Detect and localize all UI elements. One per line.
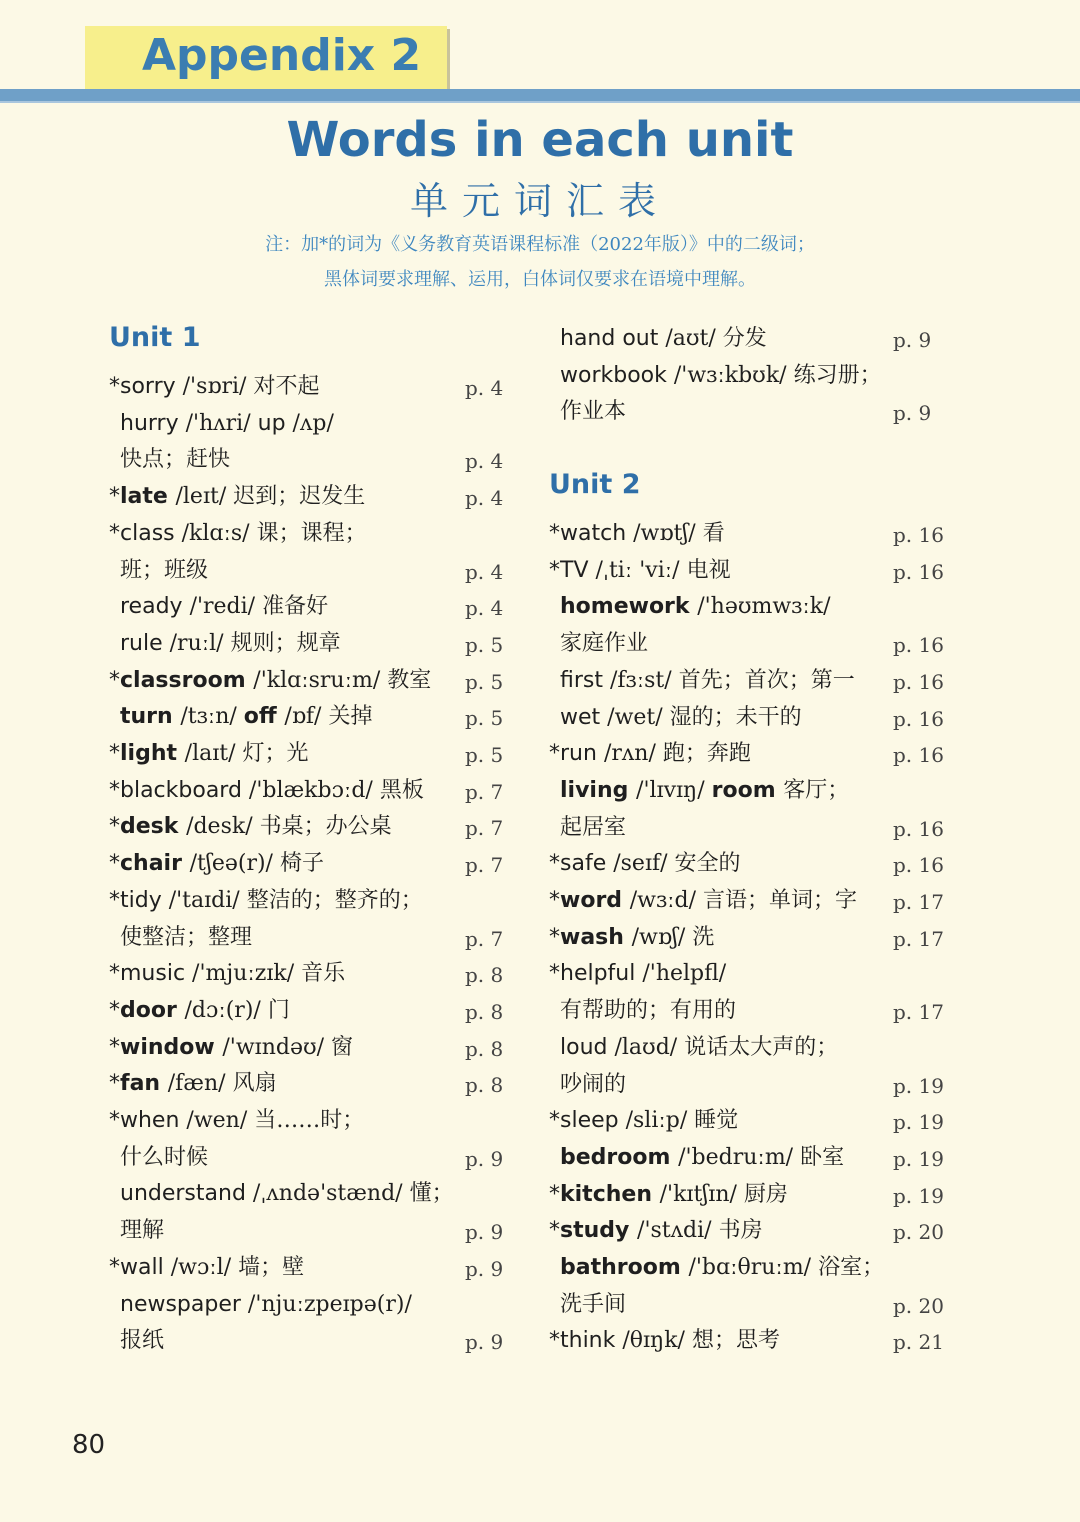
page-reference: p. 17 (893, 890, 944, 914)
headword: turn (120, 704, 181, 730)
headword: * (549, 888, 560, 913)
headword: kitchen (560, 1181, 660, 1207)
page-reference: p. 16 (893, 559, 944, 584)
page-reference: p. 7 (465, 853, 504, 878)
headword: bathroom (560, 1255, 689, 1280)
phonetic: /dɔː(r)/ (184, 997, 268, 1023)
headword: *when (109, 1108, 187, 1133)
phonetic: /tʃeə(r)/ (189, 851, 280, 877)
phonetic: /'klɑːsruːm/ (253, 667, 388, 693)
headword: * (109, 1034, 120, 1060)
page-reference: p. 16 (893, 853, 944, 878)
headword: bedroom (560, 1144, 679, 1170)
chinese-meaning: 使整洁；整理 (120, 924, 253, 950)
headword: *think (549, 1328, 623, 1354)
page-reference: p. 8 (465, 963, 504, 988)
page-reference: p. 9 (465, 1256, 504, 1281)
headword: hand out (560, 326, 666, 351)
page-reference: p. 5 (465, 669, 504, 694)
vocab-entry (549, 810, 626, 846)
vocab-entry (109, 1103, 364, 1139)
chinese-meaning: 作业本 (560, 399, 627, 425)
chinese-meaning: 书桌；办公桌 (259, 814, 392, 840)
chinese-meaning: 卧室 (800, 1144, 845, 1170)
phonetic: /klɑːs/ (181, 520, 257, 546)
phonetic: /ˌʌndə'stænd/ (252, 1181, 410, 1207)
chinese-meaning: 理解 (120, 1218, 165, 1244)
phonetic: /'njuːzpeɪpə(r)/ (247, 1291, 412, 1317)
vocab-entry (109, 516, 367, 552)
phonetic: /wɒʃ/ (631, 924, 693, 950)
phonetic: /'bedruːm/ (678, 1144, 801, 1170)
headword: classroom (120, 667, 254, 693)
page-reference: p. 8 (465, 999, 504, 1024)
headword: door (120, 997, 185, 1023)
vocab-entry (109, 956, 345, 992)
header-rule-inner (0, 101, 1080, 103)
headword: rule (120, 630, 170, 656)
page-reference: p. 16 (893, 633, 944, 658)
page-reference: p. 16 (893, 743, 944, 768)
chinese-meaning: 分发 (722, 326, 767, 351)
phonetic: /ruːl/ (169, 630, 231, 656)
phonetic: /'kɪtʃɪn/ (659, 1181, 744, 1207)
chinese-meaning: 教室 (387, 667, 432, 693)
phonetic: /fæn/ (167, 1071, 233, 1097)
vocab-entry (549, 993, 736, 1029)
chinese-meaning: 课；课程； (256, 520, 367, 546)
vocab-entry (549, 321, 767, 357)
chinese-meaning: 想；思考 (691, 1328, 780, 1354)
phonetic: /aʊt/ (665, 326, 723, 351)
vocab-entry (109, 920, 252, 956)
page-subtitle: 单元词汇表 (409, 179, 670, 223)
chinese-meaning: 对不起 (253, 374, 320, 399)
vocab-entry (109, 1140, 208, 1176)
vocab-entry (109, 369, 319, 405)
page-reference: p. 16 (893, 523, 944, 547)
vocab-entry (109, 993, 290, 1029)
vocab-entry (549, 1140, 844, 1176)
page-number: 80 (72, 1430, 106, 1460)
page-reference: p. 21 (893, 1330, 944, 1355)
headword: *TV (549, 557, 596, 583)
chinese-meaning: 起居室 (560, 814, 627, 840)
page-reference: p. 7 (465, 926, 504, 951)
headword: *safe (549, 851, 614, 877)
page-reference: p. 20 (893, 1220, 944, 1245)
headword: room (711, 777, 784, 803)
headword: fan (120, 1071, 168, 1097)
vocab-entry (549, 736, 751, 772)
headword: *watch (549, 521, 634, 546)
headword: wash (560, 924, 632, 950)
vocab-entry (109, 736, 309, 772)
vocab-entry (109, 479, 365, 515)
phonetic: /'wɜːkbʊk/ (673, 362, 794, 388)
chinese-meaning: 吵闹的 (560, 1071, 627, 1097)
vocab-entry (549, 1177, 788, 1213)
headword: *blackboard (109, 777, 249, 803)
page-reference: p. 17 (893, 926, 944, 951)
headword: * (549, 1218, 560, 1244)
vocab-entry (109, 589, 328, 625)
headword: *run (549, 741, 604, 767)
headword: * (109, 1071, 120, 1097)
phonetic: /'həʊmwɜːk/ (697, 594, 831, 620)
page-reference: p. 7 (465, 779, 504, 804)
chinese-meaning: 浴室； (818, 1255, 885, 1280)
note-line-2: 黑体词要求理解、运用，白体词仅要求在语境中理解。 (324, 269, 756, 290)
note-line-1: 注：加*的词为《义务教育英语课程标准（2022年版）》中的二级词； (265, 234, 815, 255)
phonetic: /tɜːn/ (180, 704, 244, 730)
page-reference: p. 19 (893, 1146, 944, 1171)
chinese-meaning: 书房 (718, 1218, 763, 1244)
headword: * (109, 484, 120, 510)
vocab-entry (109, 626, 341, 662)
vocab-entry (549, 516, 725, 552)
phonetic: /laʊd/ (614, 1034, 685, 1060)
vocab-entry (549, 1323, 780, 1359)
chinese-meaning: 黑板 (379, 777, 424, 803)
vocab-entry (109, 1323, 164, 1359)
phonetic: /wɒtʃ/ (633, 521, 703, 546)
chinese-meaning: 报纸 (120, 1328, 165, 1354)
chinese-meaning: 家庭作业 (560, 631, 649, 657)
phonetic: /'helpfl/ (642, 961, 727, 987)
vocab-entry (549, 394, 626, 430)
headword: window (120, 1034, 223, 1060)
vocab-entry (549, 846, 741, 882)
headword: loud (560, 1034, 615, 1060)
vocab-entry (109, 773, 424, 809)
vocab-entry (549, 663, 855, 699)
vocab-entry (109, 1213, 164, 1249)
vocab-entry (109, 1250, 304, 1286)
phonetic: /rʌn/ (603, 741, 663, 767)
page-reference: p. 16 (893, 816, 944, 841)
chinese-meaning: 快点；赶快 (120, 447, 231, 473)
headword: newspaper (120, 1291, 248, 1317)
vocab-entry (109, 406, 334, 442)
headword: * (109, 814, 120, 840)
vocab-entry (109, 1030, 353, 1066)
page-reference: p. 8 (465, 1036, 504, 1061)
chinese-meaning: 风扇 (232, 1071, 277, 1097)
phonetic: /laɪt/ (184, 741, 243, 766)
chinese-meaning: 洗手间 (560, 1291, 627, 1317)
phonetic: /ɒf/ (284, 704, 329, 730)
headword: * (109, 851, 120, 877)
chinese-meaning: 灯；光 (242, 741, 309, 766)
phonetic: /wɔːl/ (170, 1254, 239, 1280)
headword: * (109, 741, 120, 766)
chinese-meaning: 懂； (409, 1181, 454, 1207)
chinese-meaning: 音乐 (301, 961, 346, 987)
phonetic: /'redi/ (189, 594, 263, 620)
phonetic: /'sɒri/ (182, 374, 254, 399)
vocab-entry (549, 773, 849, 809)
page-reference: p. 16 (893, 669, 944, 694)
page-reference: p. 5 (465, 632, 504, 657)
chinese-meaning: 关掉 (328, 704, 373, 730)
headword: *music (109, 961, 193, 987)
headword: light (120, 741, 185, 766)
chinese-meaning: 跑；奔跑 (662, 741, 751, 767)
page-reference: p. 17 (893, 1000, 944, 1025)
phonetic: /'bɑːθruːm/ (688, 1255, 819, 1280)
page-reference: p. 19 (893, 1110, 944, 1135)
page-reference: p. 9 (465, 1146, 504, 1171)
vocab-entry (109, 553, 208, 589)
headword: homework (560, 594, 698, 620)
headword: * (549, 1181, 560, 1207)
phonetic: /ʌp/ (292, 410, 334, 436)
headword: * (109, 667, 120, 693)
vocab-entry (549, 1250, 884, 1286)
headword: *tidy (109, 887, 169, 913)
phonetic: /ˌtiː 'viː/ (595, 557, 687, 583)
page-reference: p. 4 (465, 559, 504, 584)
headword: *helpful (549, 961, 643, 987)
headword: hurry (120, 410, 186, 436)
page-reference: p. 5 (465, 743, 504, 767)
chinese-meaning: 准备好 (262, 594, 329, 620)
vocab-entry (109, 663, 431, 699)
headword: * (549, 924, 560, 950)
page-reference: p. 9 (465, 1330, 504, 1355)
chinese-meaning: 首先；首次；第一 (678, 667, 855, 693)
headword: understand (120, 1181, 253, 1207)
page-reference: p. 9 (465, 1220, 504, 1245)
chinese-meaning: 整洁的；整齐的； (246, 887, 423, 913)
phonetic: /'blækbɔːd/ (248, 777, 380, 803)
phonetic: /fɜːst/ (609, 667, 679, 693)
page-title: Words in each unit (286, 112, 794, 168)
headword: *sleep (549, 1108, 626, 1134)
appendix-label: Appendix 2 (142, 30, 422, 81)
phonetic: /desk/ (186, 814, 260, 840)
chinese-meaning: 窗 (331, 1034, 354, 1060)
page-reference: p. 4 (465, 596, 504, 621)
phonetic: /wen/ (186, 1108, 255, 1133)
vocab-entry (549, 589, 831, 625)
chinese-meaning: 门 (267, 997, 290, 1023)
phonetic: /'taɪdi/ (168, 887, 247, 913)
vocab-entry (549, 1030, 838, 1066)
chinese-meaning: 有帮助的；有用的 (560, 998, 737, 1024)
headword: word (560, 888, 630, 913)
vocab-entry (549, 1287, 626, 1323)
chinese-meaning: 当……时； (254, 1108, 365, 1133)
headword: late (120, 484, 176, 510)
chinese-meaning: 洗 (692, 924, 715, 950)
headword: first (560, 667, 610, 693)
chinese-meaning: 电视 (686, 557, 731, 583)
unit-heading: Unit 1 (109, 322, 201, 353)
chinese-meaning: 练习册； (793, 362, 882, 388)
phonetic: /'mjuːzɪk/ (192, 961, 302, 987)
chinese-meaning: 迟到；迟发生 (233, 484, 366, 510)
phonetic: /leɪt/ (175, 484, 234, 510)
headword: ready (120, 594, 190, 620)
headword: * (109, 997, 120, 1023)
page-reference: p. 19 (893, 1183, 944, 1208)
vocab-entry (549, 1103, 738, 1139)
headword: wet (560, 704, 608, 730)
headword: *sorry (109, 374, 183, 399)
headword: *class (109, 520, 182, 546)
chinese-meaning: 湿的；未干的 (669, 704, 802, 730)
headword: desk (120, 814, 187, 840)
chinese-meaning: 班；班级 (120, 557, 209, 583)
headword: living (560, 777, 637, 803)
chinese-meaning: 安全的 (674, 851, 741, 877)
headword: workbook (560, 362, 674, 388)
phonetic: /seɪf/ (613, 851, 675, 877)
headword: chair (120, 851, 190, 877)
vocab-entry (109, 883, 423, 919)
chinese-meaning: 客厅； (783, 777, 850, 803)
chinese-meaning: 墙；壁 (238, 1254, 305, 1280)
page-reference: p. 5 (465, 706, 504, 731)
phonetic: /'stʌdi/ (637, 1218, 719, 1244)
page-reference: p. 4 (465, 449, 504, 474)
phonetic: /sliːp/ (625, 1108, 695, 1134)
page-reference: p. 9 (893, 328, 932, 352)
vocab-entry (549, 553, 731, 589)
chinese-meaning: 椅子 (279, 851, 324, 877)
headword: *wall (109, 1254, 171, 1280)
page-reference: p. 4 (465, 376, 504, 400)
vocab-entry (549, 626, 648, 662)
chinese-meaning: 什么时候 (120, 1144, 209, 1170)
vocab-entry (109, 1176, 454, 1212)
page-reference: p. 7 (465, 816, 504, 841)
vocab-entry (109, 699, 372, 735)
chinese-meaning: 说话太大声的； (684, 1034, 839, 1060)
chinese-meaning: 规则；规章 (230, 630, 341, 656)
page-reference: p. 16 (893, 706, 944, 731)
vocab-entry (549, 1067, 626, 1103)
page-reference: p. 19 (893, 1073, 944, 1098)
chinese-meaning: 睡觉 (694, 1108, 739, 1134)
chinese-meaning: 厨房 (743, 1181, 788, 1207)
vocab-entry (109, 809, 392, 845)
phonetic: /'wɪndəʊ/ (222, 1034, 332, 1060)
phonetic: /wet/ (607, 704, 670, 730)
vocab-entry (109, 1066, 277, 1102)
header-rule (0, 89, 1080, 101)
page-reference: p. 20 (893, 1293, 944, 1318)
vocab-entry (549, 1213, 763, 1249)
vocab-entry (549, 920, 714, 956)
vocab-entry (109, 1287, 412, 1323)
page-reference: p. 9 (893, 401, 932, 426)
phonetic: /'lɪvɪŋ/ (636, 777, 712, 803)
vocab-entry (549, 358, 882, 394)
vocab-entry (549, 700, 802, 736)
headword: up (257, 410, 293, 436)
phonetic: /wɜːd/ (629, 888, 704, 913)
headword: off (243, 704, 285, 730)
phonetic: /'hʌri/ (185, 410, 258, 436)
phonetic: /θɪŋk/ (622, 1328, 692, 1354)
page-reference: p. 8 (465, 1073, 504, 1098)
unit-heading: Unit 2 (549, 469, 641, 500)
chinese-meaning: 言语；单词；字 (703, 888, 858, 913)
vocab-entry (109, 846, 324, 882)
headword: study (560, 1218, 638, 1244)
vocab-entry (109, 442, 230, 478)
chinese-meaning: 看 (702, 521, 725, 546)
vocab-entry (549, 883, 857, 919)
vocab-entry (549, 956, 726, 992)
page-reference: p. 4 (465, 486, 504, 511)
